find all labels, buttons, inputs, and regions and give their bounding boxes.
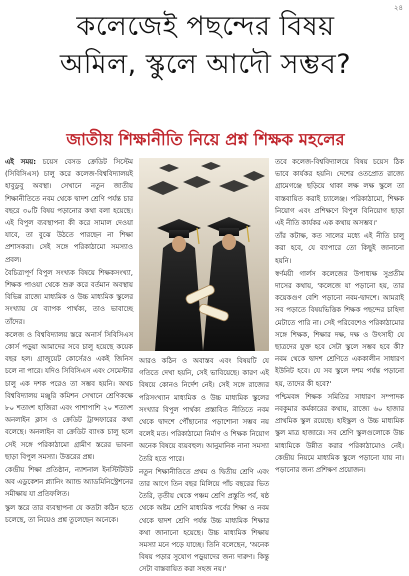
headline <box>8 8 403 84</box>
article-paragraph: কলেজ ও বিশ্ববিদ্যালয় স্তরে অনার্স সিবিসিএস কোর্স পড়ুয়া আমাদের সবে চালু হয়েছে কয়েক বছর হল। গ্রাজুয়েট কোর্সেরও একই জিনিস চলে না পারে। যদিও সিবিসিএস এবং সেমেস্টার চালু এক দশক পরেও তা সম্ভব হয়নি। অথচ বিশ্ববিদ্যালয় মঞ্জুরি কমিশন সেখানে শ্রেণিকক্ষে ৮০ শতাংশ হাজিরা এবং পাশাপাশি ২০ শতাংশ অনলাইন ক্লাস ও ক্রেডিট ট্রান্সফারের কথা বলেছে। অনলাইন বা ক্রেডিট ব্যাংক চালু হলে সেই সঙ্গে পরিকাঠামো গ্রামীণ স্তরের ভাবনা ছাড়া বিপুল সমস্যা। উত্তরের প্রশ্ন। <box>5 330 133 461</box>
article-paragraph: এই সময়: চয়েস বেসড ক্রেডিট সিস্টেম (সিবিসিএস) চালু করে কলেজ-বিশ্ববিদ্যালয়ই হাবুডুবু অবস্থা। সেখানে নতুন জাতীয় শিক্ষানীতিতে নবম থেকে দ্বাদশ শ্রেণি পর্যন্ত চার বছরে ৩০টি বিষয় পড়ানোর কথা বলা হয়েছে। এই বিপুল ব্যবস্থাপনা কী করে সামাল দেওয়া যাবে, তা বুঝে উঠতে পারছেন না শিক্ষা প্রশাসকরা। সেই সঙ্গে পরিকাঠামো সমস্যাও প্রবল। <box>5 158 133 264</box>
article-paragraph: স্বর্ণময়ী গার্লস কলেজের উপাধ্যক্ষ সুপ্রতীম দাসের কথায়, 'কলেজে যা পড়ানো হয়, তার কয়েকগুণ বেশি পড়ানো নবম-দ্বাদশে। আমরাই সব পড়াতে বিষয়ভিত্তিক শিক্ষক পছন্দের চাহিদা মেটাতে পারি না। সেই পরিবেশেও পরিকাঠামোর সঙ্গে শিক্ষক, শিক্ষার দক্ষ, দক্ষ ও উৎসাহী যে ছাত্রদের যুক্ত হবে সেটা স্কুলে সম্ভব হবে কী? নবম থেকে দ্বাদশ শ্রেণিতে এককালীন সাধারণ ইউনিট হবে। যে সব স্কুলে দশম পর্যন্ত পড়ানো হয়, তাদের কী হবে?' <box>275 269 404 388</box>
headline-line-1: কলেজেই পছন্দের বিষয় <box>76 11 335 42</box>
headline-line-2: অমিল, স্কুলে আদৌ সম্ভব? <box>59 49 352 80</box>
article-column-right <box>275 156 404 548</box>
article-paragraph: তাঁর কটাক্ষ, কত সালের মধ্যে এই নীতি চালু করা হবে, যে ব্যাপারে তো কিছুই জানানো হয়নি। <box>275 232 404 265</box>
article-paragraph: বৈচিত্র্যপূর্ণ বিপুল সংখ্যক বিষয়ে শিক্ষকসংখ্যা, শিক্ষক পাওয়া থেকে শুরু করে বর্তমান অবস্থায় বিভিন্ন রাজ্যে মাধ্যমিক ও উচ্চ মাধ্যমিক স্কুলের সংখ্যায় যে ব্যাপক পার্থক্য, তাও ভাবাচ্ছে তাঁদের। <box>5 268 133 326</box>
page-number: ২৪ <box>393 4 403 12</box>
graduation-caps-icon <box>139 158 269 351</box>
article-paragraph: নতুন শিক্ষানীতিতে প্রথম ও দ্বিতীয় শ্রেণি এবং তার আগে তিন বছর মিলিয়ে পাঁচ বছরের ভিত তৈরি, তৃতীয় থেকে পঞ্চম শ্রেণি প্রস্তুতি পর্ব, ষষ্ঠ থেকে অষ্টম শ্রেণি মাধ্যমিক পর্বের শিক্ষা ও নবম থেকে দ্বাদশ শ্রেণি পর্যন্ত উচ্চ মাধ্যমিক শিক্ষার কথা জানানো হয়েছে। উচ্চ মাধ্যমিক শিক্ষায় সমস্যা মনে পড়ে যাচ্ছে। তিনি বলেছেন, 'অনেক বিষয় পড়ার সুযোগ পড়ুয়াদের জন্য দারুণ। কিন্তু সেটা বাস্তবায়িত করা সহজ নয়।' <box>139 467 269 574</box>
subheadline: জাতীয় শিক্ষানীতি নিয়ে প্রশ্ন শিক্ষক মহলের <box>66 130 345 149</box>
dateline: এই সময়: <box>5 158 36 166</box>
article-column-left <box>5 156 133 548</box>
article-column-middle <box>139 355 269 574</box>
graduation-photo <box>139 158 269 351</box>
article-paragraph: কেন্দ্রীয় শিক্ষা প্রতিষ্ঠান, ন্যাশনাল ইনস্টিটিউট অব এডুকেশন প্ল্যানিং অ্যান্ড অ্যাডমিনিস্ট্রেশনের সমীক্ষায় যা প্রতিফলিত। <box>5 466 133 499</box>
article-paragraph: পশ্চিমবঙ্গ শিক্ষক সমিতির সাধারণ সম্পাদক নবকুমার কর্মকারের কথায়, রাজ্যে ৬০ হাজার প্রাথমিক স্কুল রয়েছে। হাইস্কুল ও উচ্চ মাধ্যমিক স্কুল মাত্র হাজারে। সব শ্রেণি স্কুলগুলোকে উচ্চ মাধ্যমিকে উন্নীত করার পরিকাঠামোও নেই। কেন্দ্রীয় নিয়মে মাধ্যমিক স্কুলে পড়ানো যায় না। পড়ানোর জন্য প্রশিক্ষণ প্রয়োজন। <box>275 392 404 475</box>
article-paragraph: স্কুল স্তরে তার ব্যবস্থাপনা যে কতটা কঠিন হতে চলেছে, তা নিয়েও প্রশ্ন তুলেছেন অনেকে। <box>5 503 133 524</box>
article-paragraph: তবে কলেজ-বিশ্ববিদ্যালয়ে বিষয় চয়েস ঠিক ভাবে কার্যকর হয়নি। দেশের ওতপ্রোত রাজ্যে গ্রামেগঞ্জে ছড়িয়ে থাকা লক্ষ লক্ষ স্কুলে তা বাস্তবায়িত করাই চ্যালেঞ্জ। পরিকাঠামো, শিক্ষক নিয়োগ এবং প্রশিক্ষণে বিপুল বিনিয়োগ ছাড়া এই নীতি কার্যকর এক কথায় অসম্ভব।' <box>275 158 404 228</box>
article-paragraph: আরও কঠিন ও অবাস্তব এবং বিষয়টি যে গতিতে দেখা হয়নি, সেই ভাবিয়েছে। কারণ এই বিষয়ে কোনও নির্দেশ নেই। সেই সঙ্গে রাজ্যের পরিসংখ্যান মাধ্যমিক ও উচ্চ মাধ্যমিক স্কুলের সংখ্যার বিপুল পার্থক্য প্রস্তাবিত নীতিতে নবম থেকে দ্বাদশে পৌঁছানোর পড়াশোনা সম্ভব নয় বলেই মত। পরিকাঠামো নির্মাণ ও শিক্ষক নিয়োগ অনেক বিষয়ে ব্যয়বহুল। আনুমানিক নানা সমস্যা তৈরি হতে পারে। <box>139 357 269 463</box>
